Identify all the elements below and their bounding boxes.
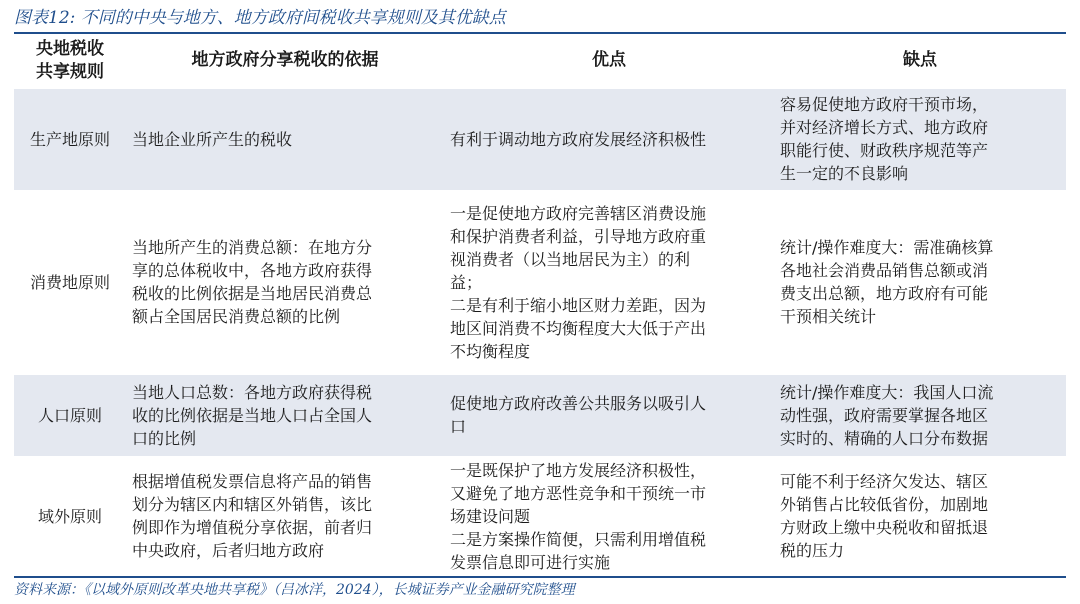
pros-line: 发票信息即可进行实施 xyxy=(450,552,611,572)
basis-cell xyxy=(126,374,444,456)
header-rule: 央地税收 共享规则 xyxy=(36,38,104,82)
table-row xyxy=(14,190,1066,374)
header-cons: 缺点 xyxy=(903,50,937,71)
basis-line: 收的比例依据是当地人口占全国人 xyxy=(132,405,373,425)
table-row xyxy=(14,88,1066,190)
table-row xyxy=(14,374,1066,456)
pros-line: 二是有利于缩小地区财力差距，因为 xyxy=(450,295,707,315)
basis-line: 根据增值税发票信息将产品的销售 xyxy=(132,472,373,492)
cons-line: 动性强，政府需要掌握各地区 xyxy=(780,405,989,425)
cons-line: 统计/操作难度大：我国人口流 xyxy=(780,382,994,402)
basis-line: 当地人口总数：各地方政府获得税 xyxy=(132,382,373,402)
rule-cell: 生产地原则 xyxy=(29,129,110,149)
pros-line: 有利于调动地方政府发展经济积极性 xyxy=(450,129,707,149)
cons-line: 容易促使地方政府干预市场， xyxy=(780,95,989,114)
source-note: 资料来源：《以域外原则改革央地共享税》（吕冰洋，2024），长城证券产业金融研究院整理 xyxy=(14,582,575,598)
bottom-rule xyxy=(14,576,1066,578)
cons-line: 外销售占比较低省份，加剧地 xyxy=(780,495,989,515)
basis-line: 中央政府，后者归地方政府 xyxy=(132,541,325,561)
cons-cell xyxy=(774,456,1066,576)
cons-line: 方财政上缴中央税收和留抵退 xyxy=(780,518,989,538)
pros-line: 益； xyxy=(450,272,483,292)
basis-cell xyxy=(126,88,444,190)
header-basis: 地方政府分享税收的依据 xyxy=(191,50,379,71)
pros-line: 视消费者（以当地居民为主）的利 xyxy=(450,249,691,269)
pros-line: 一是既保护了地方发展经济积极性， xyxy=(450,460,707,480)
header-pros: 优点 xyxy=(592,50,626,71)
basis-line: 享的总体税收中，各地方政府获得 xyxy=(132,261,373,280)
rule-cell: 消费地原则 xyxy=(29,272,110,292)
cons-line: 各地社会消费品销售总额或消 xyxy=(780,261,989,280)
basis-line: 税收的比例依据是当地居民消费总 xyxy=(132,284,373,303)
pros-line: 和保护消费者利益，引导地方政府重 xyxy=(450,226,707,246)
header-row xyxy=(14,34,1066,88)
pros-line: 口 xyxy=(450,417,467,436)
cons-line: 可能不利于经济欠发达、辖区 xyxy=(780,472,989,492)
pros-line: 不均衡程度 xyxy=(450,341,531,361)
pros-cell xyxy=(444,374,774,456)
cons-line: 实时的、精确的人口分布数据 xyxy=(780,428,989,448)
basis-line: 例即作为增值税分享依据，前者归 xyxy=(132,518,373,538)
cons-cell xyxy=(774,374,1066,456)
rule-cell: 域外原则 xyxy=(37,506,102,526)
basis-cell xyxy=(126,190,444,374)
pros-cell xyxy=(444,456,774,576)
basis-line: 当地所产生的消费总额：在地方分 xyxy=(132,238,373,257)
cons-line: 并对经济增长方式、地方政府 xyxy=(780,118,989,137)
cons-cell xyxy=(774,190,1066,374)
pros-line: 又避免了地方恶性竞争和干预统一市 xyxy=(450,483,707,503)
pros-line: 地区间消费不均衡程度大大低于产出 xyxy=(450,318,707,338)
basis-line: 当地企业所产生的税收 xyxy=(132,129,293,149)
figure-title: 图表12: 不同的中央与地方、地方政府间税收共享规则及其优缺点 xyxy=(14,8,506,28)
table-row xyxy=(14,456,1066,576)
cons-line: 职能行使、财政秩序规范等产 xyxy=(780,141,989,160)
rule-cell: 人口原则 xyxy=(37,405,102,425)
cons-cell xyxy=(774,88,1066,190)
basis-line: 额占全国居民消费总额的比例 xyxy=(132,307,341,326)
tax-sharing-table xyxy=(14,34,1066,576)
cons-line: 干预相关统计 xyxy=(780,307,877,326)
pros-line: 场建设问题 xyxy=(450,506,531,526)
basis-line: 口的比例 xyxy=(132,428,197,448)
cons-line: 税的压力 xyxy=(780,541,845,561)
basis-line: 划分为辖区内和辖区外销售，该比 xyxy=(132,495,373,515)
basis-cell xyxy=(126,456,444,576)
pros-line: 二是方案操作简便，只需利用增值税 xyxy=(450,529,707,549)
cons-line: 生一定的不良影响 xyxy=(780,164,909,183)
pros-line: 一是促使地方政府完善辖区消费设施 xyxy=(450,203,707,223)
cons-line: 费支出总额，地方政府有可能 xyxy=(780,284,989,303)
table-body xyxy=(14,88,1066,576)
pros-line: 促使地方政府改善公共服务以吸引人 xyxy=(450,394,707,413)
pros-cell xyxy=(444,88,774,190)
cons-line: 统计/操作难度大：需准确核算 xyxy=(780,238,994,257)
pros-cell xyxy=(444,190,774,374)
